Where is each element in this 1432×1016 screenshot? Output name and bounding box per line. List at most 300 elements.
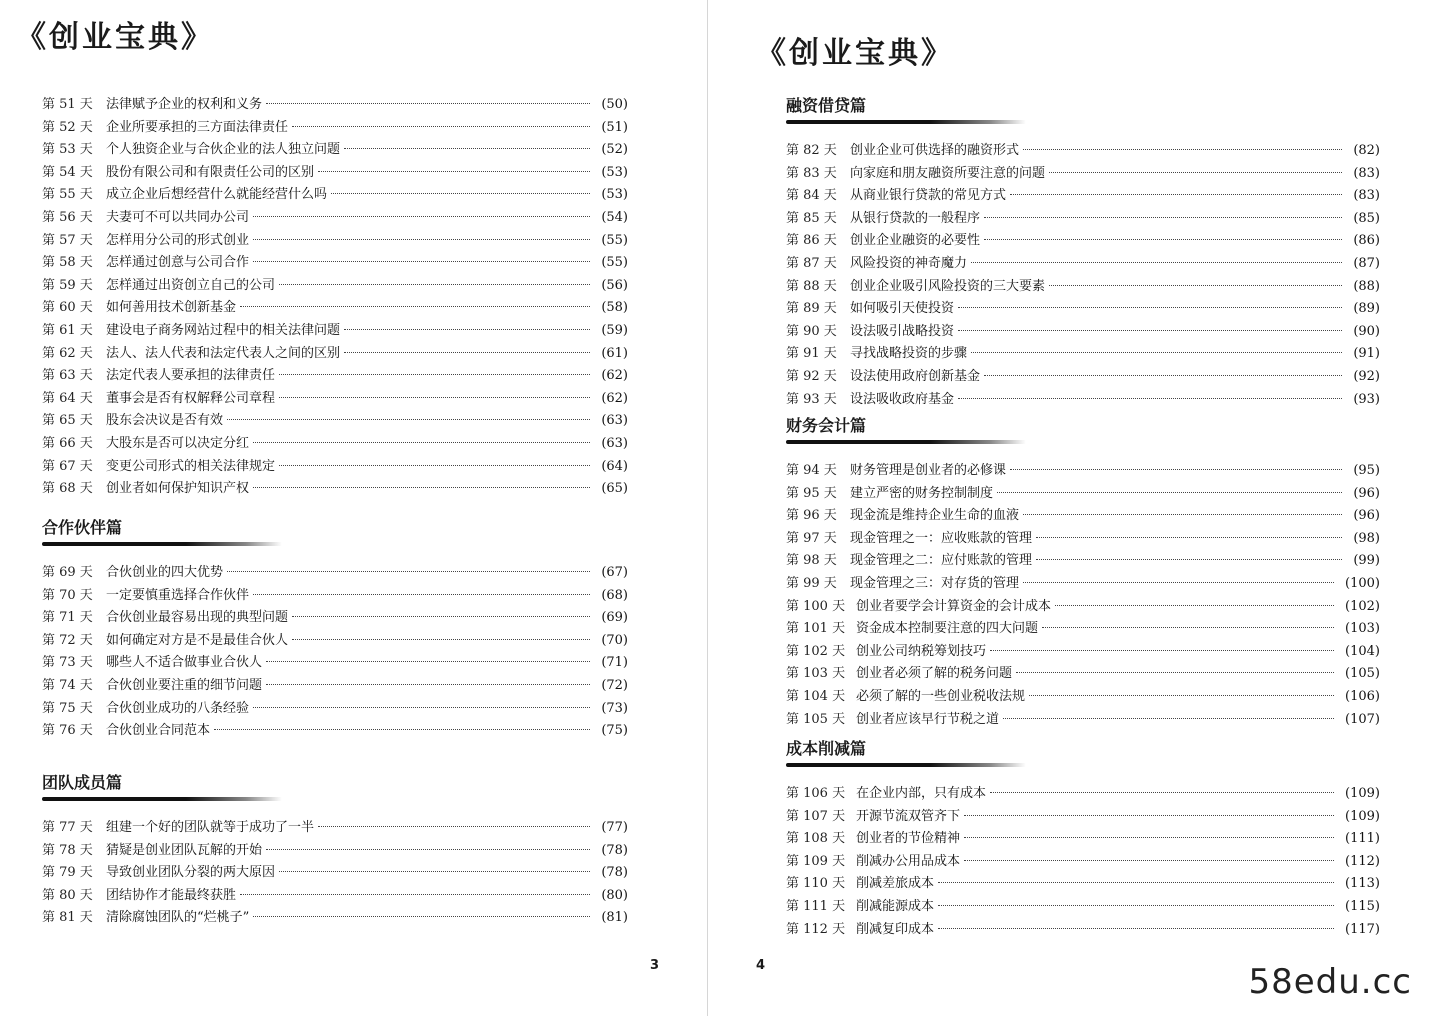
toc-entry	[786, 528, 1380, 551]
toc-page: (55)	[601, 232, 628, 248]
toc-topic: 哪些人不适合做事业合伙人	[106, 655, 263, 671]
toc-section-partners	[42, 516, 628, 743]
toc-page: (102)	[1345, 598, 1380, 614]
toc-day: 第 71 天	[42, 610, 93, 626]
toc-page: (82)	[1353, 143, 1380, 158]
dot-leader	[253, 216, 590, 217]
toc-page: (91)	[1353, 346, 1380, 362]
book-title: 《创业宝典》	[756, 36, 954, 71]
toc-page: (62)	[601, 390, 628, 406]
toc-entry	[42, 139, 628, 162]
toc-entry	[786, 919, 1380, 942]
toc-day: 第 86 天	[786, 233, 837, 249]
toc-entry	[786, 873, 1380, 896]
toc-day: 第 94 天	[786, 463, 837, 478]
toc-topic: 现金管理之二：应付账款的管理	[850, 553, 1033, 569]
dot-leader	[964, 837, 1334, 838]
toc-topic: 夫妻可不可以共同办公司	[106, 209, 250, 225]
toc-page: (54)	[601, 209, 628, 225]
toc-day: 第 105 天	[786, 711, 846, 727]
book-title: 《创业宝典》	[16, 20, 214, 55]
toc-entry	[786, 851, 1380, 874]
toc-day: 第 95 天	[786, 485, 837, 501]
toc-entry	[42, 862, 628, 885]
toc-topic: 现金流是维持企业生命的血液	[850, 508, 1020, 524]
toc-topic: 怎样通过出资创立自己的公司	[106, 277, 276, 293]
toc-day: 第 72 天	[42, 632, 93, 648]
toc-page: (72)	[601, 677, 628, 693]
toc-topic: 变更公司形式的相关法律规定	[106, 458, 276, 474]
toc-topic: 法定代表人要承担的法律责任	[106, 368, 276, 384]
dot-leader	[266, 661, 590, 662]
toc-page: (111)	[1345, 831, 1380, 847]
toc-topic: 削减复印成本	[856, 921, 935, 937]
toc-entry	[786, 321, 1380, 344]
dot-leader	[344, 148, 590, 149]
dot-leader	[266, 684, 590, 685]
dot-leader	[1042, 627, 1334, 628]
toc-page: (67)	[601, 565, 628, 580]
toc-topic: 团结协作才能最终获胜	[106, 887, 237, 903]
dot-leader	[1003, 718, 1334, 719]
toc-page: (53)	[601, 187, 628, 203]
toc-day: 第 104 天	[786, 688, 846, 704]
dot-leader	[958, 330, 1342, 331]
dot-leader	[253, 916, 590, 917]
dot-leader	[938, 882, 1334, 883]
toc-day: 第 58 天	[42, 255, 93, 271]
dot-leader	[227, 571, 590, 572]
dot-leader	[279, 397, 590, 398]
toc-topic: 合伙创业的四大优势	[106, 565, 224, 580]
toc-entry	[786, 140, 1380, 163]
dot-leader	[331, 193, 590, 194]
dot-leader	[266, 103, 590, 104]
toc-group-law	[42, 94, 628, 501]
toc-entry	[42, 607, 628, 630]
toc-topic: 风险投资的神奇魔力	[850, 255, 968, 271]
toc-day: 第 108 天	[786, 831, 846, 847]
toc-entry	[42, 275, 628, 298]
toc-day: 第 92 天	[786, 368, 837, 384]
toc-day: 第 69 天	[42, 565, 93, 580]
toc-list	[42, 94, 628, 501]
dot-leader	[958, 307, 1342, 308]
toc-topic: 创业者如何保护知识产权	[106, 481, 250, 497]
toc-entry	[42, 562, 628, 585]
toc-page: (58)	[601, 300, 628, 316]
toc-topic: 设法吸引战略投资	[850, 323, 955, 339]
right-page	[710, 0, 1432, 1016]
dot-leader	[1036, 559, 1342, 560]
toc-topic: 成立企业后想经营什么就能经营什么吗	[106, 187, 328, 203]
dot-leader	[253, 487, 590, 488]
brush-divider	[786, 763, 1026, 767]
toc-page: (56)	[601, 277, 628, 293]
toc-entry	[42, 840, 628, 863]
toc-topic: 向家庭和朋友融资所要注意的问题	[850, 165, 1046, 181]
toc-page: (112)	[1345, 853, 1380, 869]
toc-page: (51)	[601, 119, 628, 135]
toc-topic: 合伙创业要注重的细节问题	[106, 677, 263, 693]
dot-leader	[1029, 695, 1334, 696]
toc-day: 第 111 天	[786, 898, 846, 914]
toc-page: (69)	[601, 610, 628, 626]
toc-topic: 创业企业可供选择的融资形式	[850, 143, 1020, 158]
toc-day: 第 79 天	[42, 865, 93, 881]
toc-list	[42, 817, 628, 930]
toc-page: (88)	[1353, 278, 1380, 294]
toc-page: (73)	[601, 700, 628, 716]
toc-topic: 合伙创业最容易出现的典型问题	[106, 610, 289, 626]
toc-topic: 股份有限公司和有限责任公司的区别	[106, 164, 315, 180]
toc-day: 第 112 天	[786, 921, 846, 937]
toc-topic: 创业企业吸引风险投资的三大要素	[850, 278, 1046, 294]
toc-entry	[786, 343, 1380, 366]
dot-leader	[984, 239, 1342, 240]
toc-page: (107)	[1345, 711, 1380, 727]
toc-page: (78)	[601, 865, 628, 881]
toc-topic: 创业公司纳税筹划技巧	[856, 643, 987, 659]
toc-entry	[786, 618, 1380, 641]
toc-topic: 导致创业团队分裂的两大原因	[106, 865, 276, 881]
toc-topic: 合伙创业成功的八条经验	[106, 700, 250, 716]
dot-leader	[227, 419, 590, 420]
toc-entry	[42, 885, 628, 908]
toc-topic: 在企业内部，只有成本	[856, 786, 987, 801]
toc-entry	[42, 388, 628, 411]
toc-entry	[786, 709, 1380, 732]
dot-leader	[1023, 582, 1334, 583]
toc-entry	[42, 207, 628, 230]
toc-topic: 大股东是否可以决定分红	[106, 435, 250, 451]
toc-entry	[42, 478, 628, 501]
toc-day: 第 106 天	[786, 786, 846, 801]
toc-topic: 必须了解的一些创业税收法规	[856, 688, 1026, 704]
dot-leader	[318, 826, 590, 827]
dot-leader	[938, 905, 1334, 906]
toc-entry	[42, 720, 628, 743]
toc-entry	[42, 410, 628, 433]
toc-entry	[42, 320, 628, 343]
toc-day: 第 101 天	[786, 621, 846, 637]
toc-entry	[42, 585, 628, 608]
dot-leader	[938, 928, 1334, 929]
toc-topic: 怎样用分公司的形式创业	[106, 232, 250, 248]
toc-topic: 合伙创业合同范本	[106, 723, 211, 739]
toc-entry	[786, 163, 1380, 186]
toc-page: (105)	[1345, 666, 1380, 682]
toc-day: 第 70 天	[42, 587, 93, 603]
toc-entry	[42, 297, 628, 320]
toc-topic: 从商业银行贷款的常见方式	[850, 188, 1007, 204]
toc-page: (106)	[1345, 688, 1380, 704]
toc-entry	[42, 907, 628, 930]
toc-day: 第 84 天	[786, 188, 837, 204]
toc-entry	[786, 686, 1380, 709]
toc-page: (52)	[601, 142, 628, 158]
toc-day: 第 74 天	[42, 677, 93, 693]
toc-day: 第 109 天	[786, 853, 846, 869]
toc-section-financing	[786, 94, 1380, 411]
toc-day: 第 63 天	[42, 368, 93, 384]
toc-day: 第 85 天	[786, 210, 837, 226]
toc-page: (68)	[601, 587, 628, 603]
toc-page: (96)	[1353, 508, 1380, 524]
dot-leader	[1049, 285, 1342, 286]
toc-page: (109)	[1345, 808, 1380, 824]
toc-entry	[786, 298, 1380, 321]
toc-topic: 创业者应该早行节税之道	[856, 711, 1000, 727]
dot-leader	[279, 465, 590, 466]
toc-day: 第 82 天	[786, 143, 837, 158]
dot-leader	[292, 126, 590, 127]
dot-leader	[266, 849, 590, 850]
toc-page: (70)	[601, 632, 628, 648]
toc-topic: 一定要慎重选择合作伙伴	[106, 587, 250, 603]
toc-topic: 资金成本控制要注意的四大问题	[856, 621, 1039, 637]
toc-page: (117)	[1345, 921, 1380, 937]
toc-day: 第 100 天	[786, 598, 846, 614]
toc-page: (75)	[601, 723, 628, 739]
dot-leader	[958, 398, 1342, 399]
toc-topic: 现金管理之一：应收账款的管理	[850, 530, 1033, 546]
toc-entry	[42, 94, 628, 117]
dot-leader	[1055, 605, 1334, 606]
toc-topic: 怎样通过创意与公司合作	[106, 255, 250, 271]
toc-page: (64)	[601, 458, 628, 474]
dot-leader	[1010, 194, 1342, 195]
toc-day: 第 66 天	[42, 435, 93, 451]
toc-page: (109)	[1345, 786, 1380, 801]
toc-topic: 开源节流双管齐下	[856, 808, 961, 824]
toc-entry	[42, 117, 628, 140]
toc-day: 第 97 天	[786, 530, 837, 546]
toc-day: 第 77 天	[42, 820, 93, 835]
toc-topic: 削减能源成本	[856, 898, 935, 914]
toc-page: (62)	[601, 368, 628, 384]
toc-entry	[42, 433, 628, 456]
toc-topic: 创业者要学会计算资金的会计成本	[856, 598, 1052, 614]
toc-entry	[786, 828, 1380, 851]
toc-entry	[786, 550, 1380, 573]
toc-page: (99)	[1353, 553, 1380, 569]
toc-page: (85)	[1353, 210, 1380, 226]
toc-page: (113)	[1345, 876, 1380, 892]
toc-day: 第 83 天	[786, 165, 837, 181]
toc-topic: 企业所要承担的三方面法律责任	[106, 119, 289, 135]
toc-page: (80)	[601, 887, 628, 903]
toc-entry	[786, 783, 1380, 806]
dot-leader	[971, 262, 1342, 263]
toc-entry	[786, 389, 1380, 412]
toc-topic: 董事会是否有权解释公司章程	[106, 390, 276, 406]
toc-page: (63)	[601, 413, 628, 429]
toc-topic: 股东会决议是否有效	[106, 413, 224, 429]
watermark: 58edu.cc	[1248, 962, 1412, 1002]
dot-leader	[253, 239, 590, 240]
page-number: 4	[756, 958, 766, 973]
dot-leader	[253, 442, 590, 443]
toc-page: (78)	[601, 842, 628, 858]
dot-leader	[253, 261, 590, 262]
toc-topic: 组建一个好的团队就等于成功了一半	[106, 820, 315, 835]
dot-leader	[1016, 672, 1334, 673]
toc-entry	[786, 573, 1380, 596]
toc-entry	[42, 675, 628, 698]
toc-day: 第 55 天	[42, 187, 93, 203]
toc-entry	[42, 162, 628, 185]
toc-entry	[42, 456, 628, 479]
toc-day: 第 61 天	[42, 322, 93, 338]
book-gutter	[707, 0, 708, 1016]
toc-entry	[42, 365, 628, 388]
toc-day: 第 90 天	[786, 323, 837, 339]
toc-section-finance	[786, 414, 1380, 731]
section-title: 成本削减篇	[786, 739, 867, 758]
toc-topic: 财务管理是创业者的必修课	[850, 463, 1007, 478]
dot-leader	[984, 217, 1342, 218]
toc-entry	[786, 185, 1380, 208]
toc-entry	[42, 252, 628, 275]
toc-day: 第 65 天	[42, 413, 93, 429]
toc-page: (90)	[1353, 323, 1380, 339]
toc-entry	[42, 652, 628, 675]
toc-entry	[786, 276, 1380, 299]
section-title: 财务会计篇	[786, 416, 867, 435]
toc-page: (55)	[601, 255, 628, 271]
toc-page: (115)	[1345, 898, 1380, 914]
toc-page: (87)	[1353, 255, 1380, 271]
dot-leader	[318, 171, 590, 172]
toc-day: 第 54 天	[42, 164, 93, 180]
toc-day: 第 62 天	[42, 345, 93, 361]
toc-entry	[786, 641, 1380, 664]
toc-day: 第 51 天	[42, 97, 93, 112]
toc-day: 第 68 天	[42, 481, 93, 497]
toc-topic: 清除腐蚀团队的“烂桃子”	[106, 910, 250, 926]
toc-topic: 创业者的节俭精神	[856, 831, 961, 847]
dot-leader	[292, 616, 590, 617]
toc-section-cost	[786, 737, 1380, 941]
dot-leader	[1023, 149, 1342, 150]
toc-day: 第 98 天	[786, 553, 837, 569]
toc-page: (81)	[601, 910, 628, 926]
toc-page: (103)	[1345, 621, 1380, 637]
toc-day: 第 81 天	[42, 910, 93, 926]
toc-day: 第 53 天	[42, 142, 93, 158]
toc-topic: 从银行贷款的一般程序	[850, 210, 981, 226]
toc-page: (83)	[1353, 165, 1380, 181]
dot-leader	[964, 815, 1334, 816]
toc-entry	[786, 208, 1380, 231]
brush-divider	[42, 797, 282, 801]
toc-day: 第 80 天	[42, 887, 93, 903]
toc-topic: 猜疑是创业团队瓦解的开始	[106, 842, 263, 858]
toc-page: (98)	[1353, 530, 1380, 546]
toc-page: (83)	[1353, 188, 1380, 204]
toc-day: 第 59 天	[42, 277, 93, 293]
dot-leader	[279, 871, 590, 872]
toc-day: 第 88 天	[786, 278, 837, 294]
dot-leader	[240, 894, 590, 895]
toc-page: (59)	[601, 322, 628, 338]
toc-day: 第 78 天	[42, 842, 93, 858]
dot-leader	[990, 792, 1334, 793]
toc-day: 第 96 天	[786, 508, 837, 524]
dot-leader	[984, 375, 1342, 376]
toc-day: 第 93 天	[786, 391, 837, 407]
toc-page: (71)	[601, 655, 628, 671]
dot-leader	[240, 306, 590, 307]
toc-topic: 如何确定对方是不是最佳合伙人	[106, 632, 289, 648]
toc-day: 第 89 天	[786, 301, 837, 317]
toc-entry	[42, 343, 628, 366]
brush-divider	[42, 542, 282, 546]
dot-leader	[1036, 537, 1342, 538]
toc-day: 第 102 天	[786, 643, 846, 659]
toc-day: 第 73 天	[42, 655, 93, 671]
toc-entry	[786, 253, 1380, 276]
brush-divider	[786, 120, 1026, 124]
section-title: 团队成员篇	[42, 773, 123, 792]
toc-topic: 削减差旅成本	[856, 876, 935, 892]
toc-page: (93)	[1353, 391, 1380, 407]
toc-day: 第 60 天	[42, 300, 93, 316]
toc-topic: 寻找战略投资的步骤	[850, 346, 968, 362]
toc-entry	[786, 896, 1380, 919]
toc-topic: 建设电子商务网站过程中的相关法律问题	[106, 322, 341, 338]
toc-topic: 现金管理之三：对存货的管理	[850, 575, 1020, 591]
toc-entry	[42, 698, 628, 721]
toc-list	[786, 783, 1380, 941]
toc-page: (100)	[1345, 575, 1380, 591]
toc-day: 第 75 天	[42, 700, 93, 716]
toc-page: (96)	[1353, 485, 1380, 501]
dot-leader	[344, 352, 590, 353]
dot-leader	[964, 860, 1334, 861]
toc-day: 第 110 天	[786, 876, 846, 892]
toc-entry	[786, 230, 1380, 253]
toc-page: (92)	[1353, 368, 1380, 384]
dot-leader	[1049, 172, 1342, 173]
dot-leader	[990, 650, 1334, 651]
dot-leader	[253, 707, 590, 708]
dot-leader	[279, 284, 590, 285]
dot-leader	[1023, 514, 1342, 515]
section-title: 融资借贷篇	[786, 96, 867, 115]
toc-entry	[786, 663, 1380, 686]
toc-topic: 如何善用技术创新基金	[106, 300, 237, 316]
toc-day: 第 56 天	[42, 209, 93, 225]
page-number: 3	[650, 958, 660, 973]
toc-entry	[786, 460, 1380, 483]
toc-day: 第 91 天	[786, 346, 837, 362]
toc-day: 第 64 天	[42, 390, 93, 406]
toc-page: (89)	[1353, 301, 1380, 317]
toc-page: (95)	[1353, 463, 1380, 478]
toc-page: (50)	[601, 97, 628, 112]
toc-topic: 设法吸收政府基金	[850, 391, 955, 407]
toc-day: 第 67 天	[42, 458, 93, 474]
dot-leader	[253, 594, 590, 595]
toc-entry	[42, 630, 628, 653]
toc-topic: 创业者必须了解的税务问题	[856, 666, 1013, 682]
toc-topic: 如何吸引天使投资	[850, 301, 955, 317]
dot-leader	[292, 639, 590, 640]
toc-entry	[786, 596, 1380, 619]
toc-page: (53)	[601, 164, 628, 180]
